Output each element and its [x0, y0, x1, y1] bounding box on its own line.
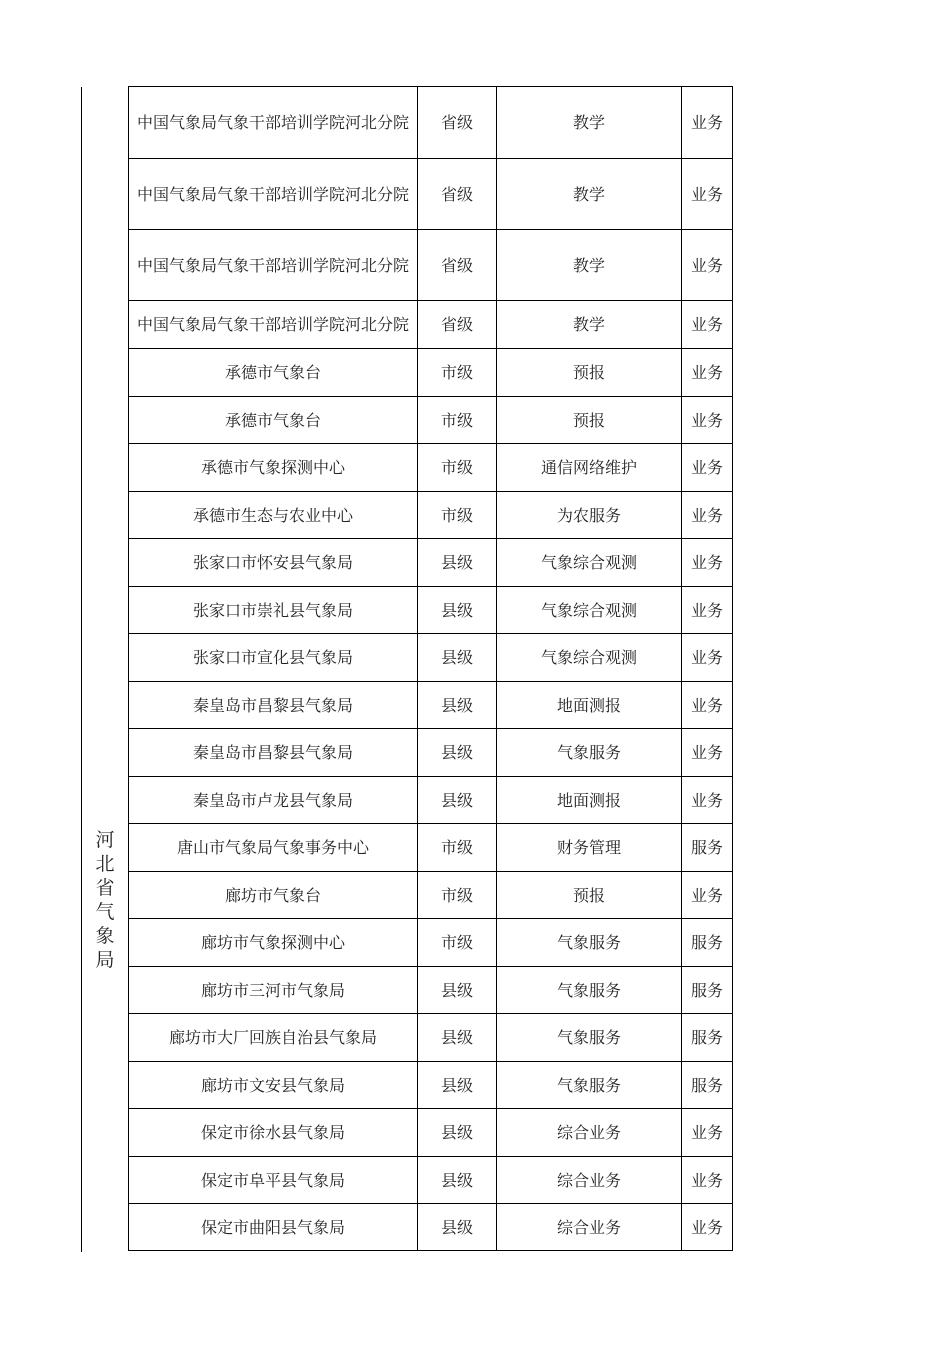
unit-name-cell: 中国气象局气象干部培训学院河北分院 — [129, 87, 418, 159]
post-cell: 综合业务 — [497, 1157, 682, 1204]
position-table — [128, 86, 733, 1251]
table-row — [129, 824, 733, 872]
post-type-cell: 业务 — [682, 587, 733, 634]
unit-name-cell: 廊坊市气象台 — [129, 872, 418, 919]
table-row — [129, 1014, 733, 1062]
post-type-cell: 业务 — [682, 682, 733, 729]
table-row — [129, 539, 733, 587]
unit-name-cell: 保定市阜平县气象局 — [129, 1157, 418, 1204]
level-cell: 省级 — [418, 301, 497, 349]
post-type-cell: 业务 — [682, 492, 733, 539]
level-cell: 省级 — [418, 87, 497, 159]
post-type-cell: 业务 — [682, 444, 733, 492]
post-cell: 气象服务 — [497, 729, 682, 777]
table-row — [129, 1062, 733, 1109]
post-cell: 为农服务 — [497, 492, 682, 539]
post-type-cell: 业务 — [682, 87, 733, 159]
unit-name-cell: 保定市徐水县气象局 — [129, 1109, 418, 1157]
post-cell: 通信网络维护 — [497, 444, 682, 492]
unit-name-cell: 中国气象局气象干部培训学院河北分院 — [129, 159, 418, 230]
post-type-cell: 业务 — [682, 301, 733, 349]
post-cell: 教学 — [497, 230, 682, 301]
post-type-cell: 业务 — [682, 1157, 733, 1204]
unit-name-cell: 廊坊市三河市气象局 — [129, 967, 418, 1014]
post-cell: 教学 — [497, 87, 682, 159]
table-row — [129, 1157, 733, 1204]
unit-name-cell: 张家口市宣化县气象局 — [129, 634, 418, 682]
unit-name-cell: 廊坊市文安县气象局 — [129, 1062, 418, 1109]
post-cell: 地面测报 — [497, 682, 682, 729]
level-cell: 县级 — [418, 967, 497, 1014]
table-row — [129, 397, 733, 444]
unit-name-cell: 秦皇岛市卢龙县气象局 — [129, 777, 418, 824]
table-row — [129, 1204, 733, 1251]
unit-name-cell: 秦皇岛市昌黎县气象局 — [129, 682, 418, 729]
table-row — [129, 87, 733, 159]
table-row — [129, 777, 733, 824]
post-type-cell: 服务 — [682, 1014, 733, 1062]
table-row — [129, 587, 733, 634]
table-row — [129, 872, 733, 919]
post-type-cell: 业务 — [682, 872, 733, 919]
level-cell: 县级 — [418, 1157, 497, 1204]
level-cell: 县级 — [418, 1109, 497, 1157]
level-cell: 县级 — [418, 682, 497, 729]
table-row — [129, 159, 733, 230]
unit-name-cell: 承德市气象探测中心 — [129, 444, 418, 492]
table-row — [129, 349, 733, 397]
table-row — [129, 919, 733, 967]
table-row — [129, 682, 733, 729]
post-type-cell: 服务 — [682, 1062, 733, 1109]
level-cell: 县级 — [418, 777, 497, 824]
level-cell: 市级 — [418, 872, 497, 919]
unit-name-cell: 张家口市崇礼县气象局 — [129, 587, 418, 634]
level-cell: 县级 — [418, 539, 497, 587]
post-type-cell: 业务 — [682, 634, 733, 682]
table-row — [129, 230, 733, 301]
post-cell: 气象综合观测 — [497, 539, 682, 587]
unit-name-cell: 承德市气象台 — [129, 349, 418, 397]
post-cell: 综合业务 — [497, 1109, 682, 1157]
post-cell: 预报 — [497, 349, 682, 397]
level-cell: 省级 — [418, 230, 497, 301]
post-cell: 气象服务 — [497, 1062, 682, 1109]
post-type-cell: 服务 — [682, 824, 733, 872]
post-type-cell: 业务 — [682, 777, 733, 824]
post-type-cell: 业务 — [682, 230, 733, 301]
level-cell: 市级 — [418, 492, 497, 539]
unit-name-cell: 承德市生态与农业中心 — [129, 492, 418, 539]
level-cell: 县级 — [418, 729, 497, 777]
post-type-cell: 服务 — [682, 967, 733, 1014]
level-cell: 市级 — [418, 919, 497, 967]
unit-name-cell: 中国气象局气象干部培训学院河北分院 — [129, 301, 418, 349]
post-type-cell: 业务 — [682, 349, 733, 397]
level-cell: 县级 — [418, 1204, 497, 1251]
level-cell: 县级 — [418, 634, 497, 682]
unit-name-cell: 廊坊市大厂回族自治县气象局 — [129, 1014, 418, 1062]
level-cell: 市级 — [418, 397, 497, 444]
table-row — [129, 444, 733, 492]
unit-name-label: 河 北 省 气 象 局 — [95, 829, 115, 971]
left-border-line — [81, 87, 82, 1252]
post-type-cell: 业务 — [682, 159, 733, 230]
level-cell: 县级 — [418, 587, 497, 634]
post-type-cell: 服务 — [682, 919, 733, 967]
post-cell: 气象服务 — [497, 919, 682, 967]
post-type-cell: 业务 — [682, 539, 733, 587]
post-type-cell: 业务 — [682, 729, 733, 777]
post-cell: 气象综合观测 — [497, 587, 682, 634]
position-table-body — [129, 87, 733, 1251]
unit-name-cell: 廊坊市气象探测中心 — [129, 919, 418, 967]
table-row — [129, 1109, 733, 1157]
level-cell: 县级 — [418, 1014, 497, 1062]
post-cell: 预报 — [497, 397, 682, 444]
post-cell: 预报 — [497, 872, 682, 919]
unit-name-cell: 唐山市气象局气象事务中心 — [129, 824, 418, 872]
level-cell: 省级 — [418, 159, 497, 230]
post-cell: 气象服务 — [497, 1014, 682, 1062]
table-row — [129, 634, 733, 682]
post-type-cell: 业务 — [682, 397, 733, 444]
level-cell: 市级 — [418, 824, 497, 872]
post-cell: 气象综合观测 — [497, 634, 682, 682]
table-row — [129, 301, 733, 349]
unit-name-cell: 保定市曲阳县气象局 — [129, 1204, 418, 1251]
post-cell: 地面测报 — [497, 777, 682, 824]
table-row — [129, 729, 733, 777]
unit-name-cell: 秦皇岛市昌黎县气象局 — [129, 729, 418, 777]
post-cell: 教学 — [497, 301, 682, 349]
table-row — [129, 967, 733, 1014]
post-cell: 综合业务 — [497, 1204, 682, 1251]
unit-name-cell: 中国气象局气象干部培训学院河北分院 — [129, 230, 418, 301]
post-cell: 气象服务 — [497, 967, 682, 1014]
post-cell: 财务管理 — [497, 824, 682, 872]
unit-name-cell: 承德市气象台 — [129, 397, 418, 444]
level-cell: 市级 — [418, 444, 497, 492]
post-type-cell: 业务 — [682, 1204, 733, 1251]
level-cell: 县级 — [418, 1062, 497, 1109]
post-cell: 教学 — [497, 159, 682, 230]
table-row — [129, 492, 733, 539]
post-type-cell: 业务 — [682, 1109, 733, 1157]
unit-name-cell: 张家口市怀安县气象局 — [129, 539, 418, 587]
level-cell: 市级 — [418, 349, 497, 397]
